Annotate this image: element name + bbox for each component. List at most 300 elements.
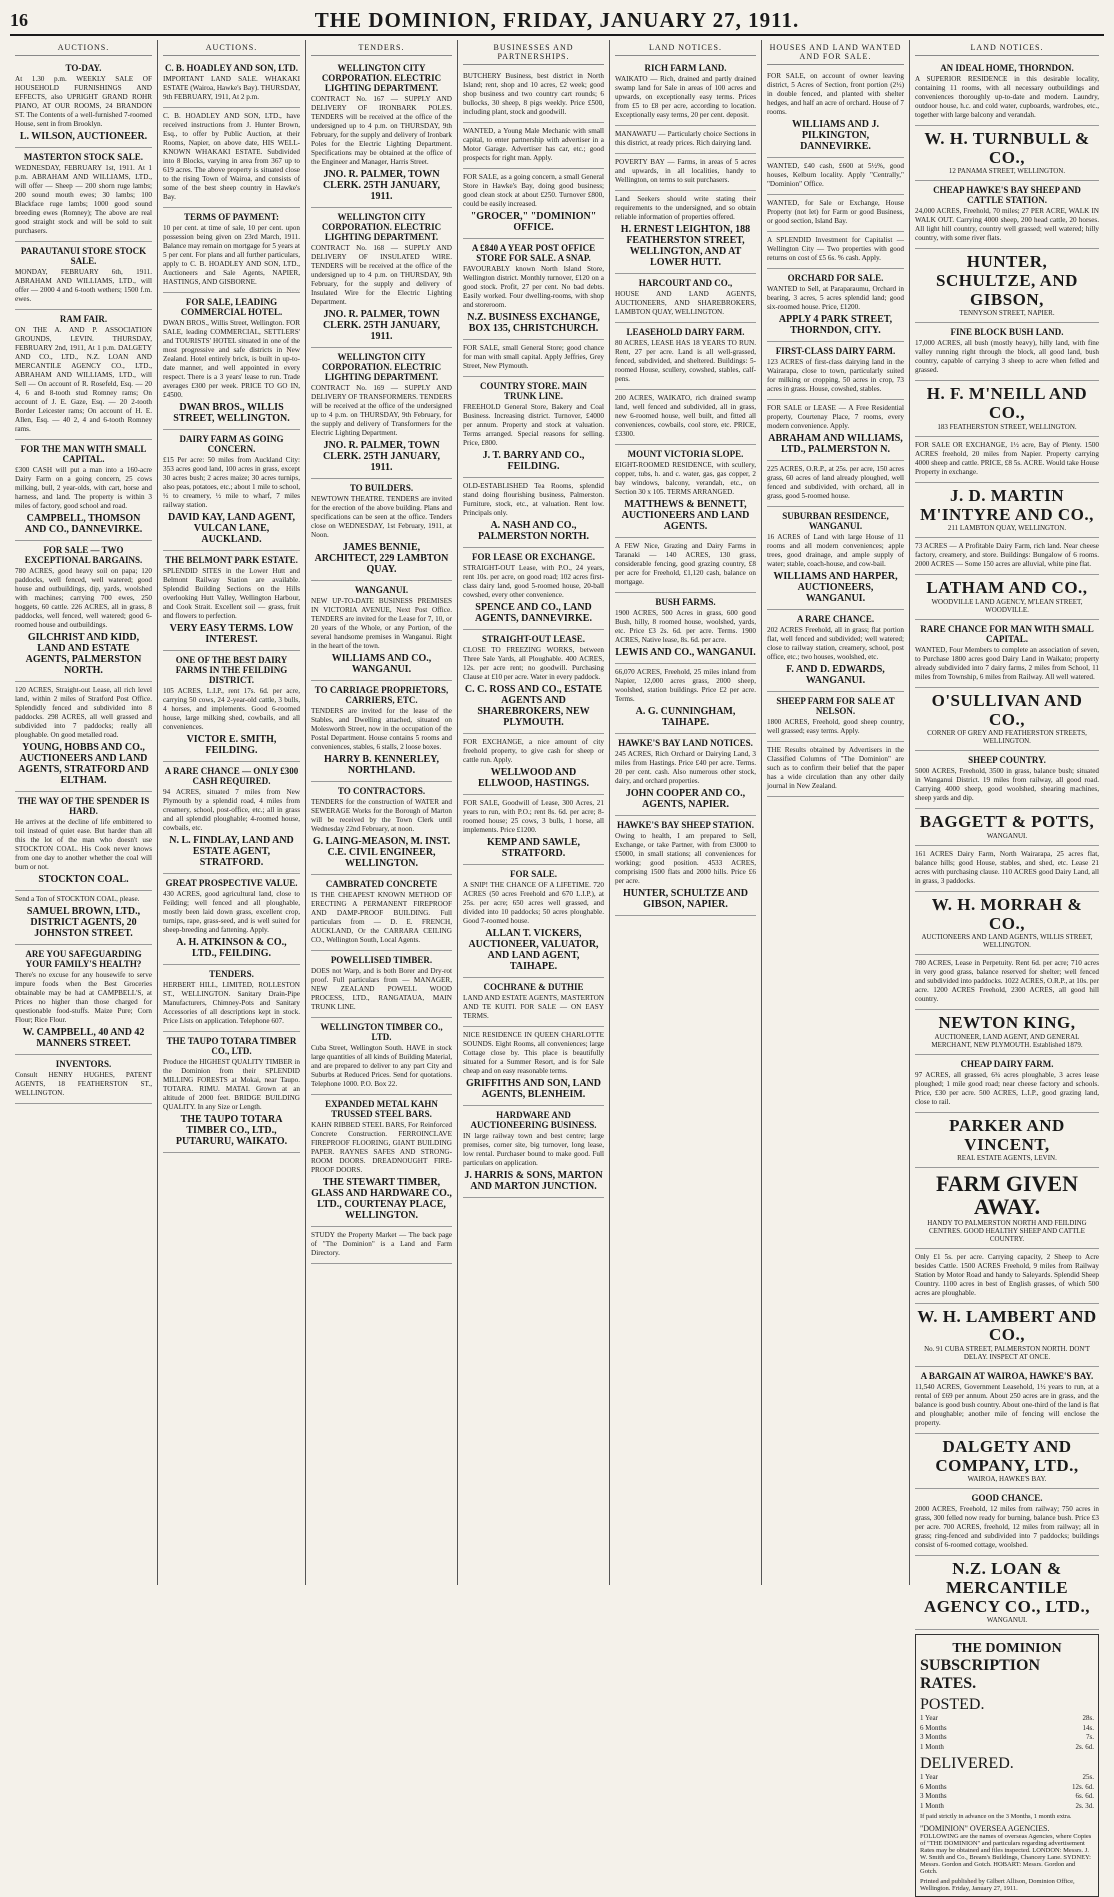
- classified-ad: [311, 875, 452, 951]
- column-heading: LAND NOTICES.: [615, 40, 756, 56]
- ad-body: 202 ACRES Freehold, all in grass; flat portion flat, well fenced and subdivided; well watered; close to railway station, creamery, school, post office, etc.; two houses, woolshed, etc.: [767, 626, 904, 661]
- ad-body: FOR EXCHANGE, a nice amount of city freehold property, to give cash for sheep or cattle run. Apply.: [463, 738, 604, 764]
- firm-name: W. H. MORRAH & CO.,: [931, 894, 1083, 933]
- classified-ad: [915, 1168, 1099, 1248]
- ad-heading: PARAUTANUI STORE STOCK SALE.: [20, 246, 147, 266]
- ad-body: 17,000 ACRES, all bush (mostly heavy), hilly land, with fine valley running right through the block, all good land, bush country, capable of carrying 3 sheep to acre when felled and grassed.: [915, 339, 1099, 375]
- ad-signature: N.Z. BUSINESS EXCHANGE, BOX 135, CHRISTCHURCH.: [467, 312, 600, 334]
- ad-heading: THE WAY OF THE SPENDER IS HARD.: [17, 796, 150, 816]
- ad-heading: ARE YOU SAFEGUARDING YOUR FAMILY'S HEALTH?: [25, 949, 142, 969]
- classified-ad: [615, 664, 756, 734]
- classified-ad: [463, 734, 604, 795]
- classified-ad: [915, 538, 1099, 575]
- rate-price: 7s.: [1086, 1733, 1094, 1742]
- ad-body: £300 CASH will put a man into a 160-acre Dairy Farm on a going concern, 25 cows milking, bull, 2 year-olds, with cart, horse and harness, and land. The property is within 3 miles of factory, good school and road.: [15, 466, 152, 510]
- classified-ad: [311, 782, 452, 875]
- ad-body: 1800 ACRES, Freehold, good sheep country, well grassed; easy terms. Apply.: [767, 718, 904, 735]
- ad-heading: HAWKE'S BAY SHEEP STATION.: [616, 820, 755, 830]
- ad-signature: THE STEWART TIMBER, GLASS AND HARDWARE CO., LTD., COURTENAY PLACE, WELLINGTON.: [311, 1177, 452, 1221]
- classified-ad: [463, 978, 604, 1027]
- classified-ad: [915, 575, 1099, 620]
- classified-ad: [615, 59, 756, 126]
- ad-signature: VICTOR E. SMITH, FEILDING.: [186, 734, 277, 756]
- ad-address: WANGANUI.: [986, 831, 1028, 840]
- ad-signature: DWAN BROS., WILLIS STREET, WELLINGTON.: [173, 402, 290, 424]
- classified-ad: [615, 734, 756, 816]
- ad-body: 225 ACRES, O.R.P., at 25s. per acre, 150 acres grass, 60 acres of land already ploughed, well fenced and subdivided, with orchard, all in grass, good 5-roomed house.: [767, 465, 904, 500]
- ad-heading: WELLINGTON CITY CORPORATION. ELECTRIC LIGHTING DEPARTMENT.: [321, 212, 442, 242]
- classified-ad: [915, 1055, 1099, 1113]
- ad-body: NEWTOWN THEATRE. TENDERS are invited for the erection of the above building. Plans and specifications can be seen at the office. Tenders close on WEDNESDAY, 1st February, 1911, at Noon.: [311, 495, 452, 539]
- ad-signature: "GROCER," "DOMINION" OFFICE.: [470, 211, 597, 233]
- ad-signature: C. C. ROSS AND CO., ESTATE AGENTS AND SHAREBROKERS, NEW PLYMOUTH.: [464, 684, 603, 728]
- ad-body: FOR SALE OR EXCHANGE, 1½ acre, Bay of Plenty. 1500 ACRES freehold, 20 miles from Napier. Property carrying 4000 sheep and cattle. PRICE, £8 5s. ACRE. Would take House Property in exchange.: [915, 440, 1099, 476]
- ad-body: WANTED, Four Members to complete an association of seven, to Purchase 1800 acres good Dairy Land in Waikato; property already subdivided into 7 dairy farms, 2 miles from School, 11 miles from Township, 6 miles from Railway. All well watered.: [915, 645, 1099, 681]
- firm-name: H. F. M'NEILL AND CO.,: [926, 384, 1088, 423]
- firm-name: N.Z. LOAN & MERCANTILE AGENCY CO., LTD.,: [924, 1559, 1090, 1616]
- ad-signature: JNO. R. PALMER, TOWN CLERK. 25TH JANUARY, 1911.: [322, 169, 441, 202]
- ad-heading: ONE OF THE BEST DAIRY FARMS IN THE FEILDING DISTRICT.: [175, 655, 288, 685]
- ad-body: 105 ACRES, L.I.P., rent 17s. 6d. per acre, carrying 50 cows, 24 2-year-old cattle, 3 bulls, 4 horses, and implements. Good 6-roomed house, large milking shed, cowbails, and all conveniences.: [163, 687, 300, 731]
- classified-ad: [915, 688, 1099, 751]
- firm-name: W. H. LAMBERT AND CO.,: [917, 1306, 1097, 1345]
- classified-ad: [163, 551, 300, 651]
- subscription-subtitle: SUBSCRIPTION RATES.: [920, 1657, 1041, 1693]
- ad-heading: RICH FARM LAND.: [644, 63, 727, 73]
- ad-signature: WILLIAMS AND CO., WANGANUI.: [331, 653, 432, 675]
- classified-ad: [163, 59, 300, 108]
- ad-heading: THE BELMONT PARK ESTATE.: [165, 555, 298, 565]
- ad-body: FOR SALE, Goodwill of Lease, 300 Acres, 21 years to run, with P.O.; rent 8s. 6d. per acre; 8-roomed house; 25 cows, 3 bulls, 1 horse, all implements. Price £1200.: [463, 799, 604, 834]
- ad-body: CONTRACT No. 167 — SUPPLY AND DELIVERY OF IRONBARK POLES. TENDERS will be received at the office of the undersigned up to 4 p.m. on THURSDAY, 9th February, for the supply and delivery of Ironbark Poles for the Electric Lighting Department. Specifications may be obtained at the office of the Engineer and Manager, Harris Street.: [311, 95, 452, 166]
- ad-heading: FOR SALE — TWO EXCEPTIONAL BARGAINS.: [24, 545, 143, 565]
- ad-body: HOUSE AND LAND AGENTS, AUCTIONEERS, AND SHAREBROKERS, LAMBTON QUAY, WELLINGTON.: [615, 290, 756, 316]
- ad-signature: VERY EASY TERMS. LOW INTEREST.: [169, 623, 294, 645]
- ad-body: FOR SALE or LEASE — A Free Residential property, Courtenay Place, 7 rooms, every modern convenience. Apply.: [767, 404, 904, 430]
- page-title: THE DOMINION, FRIDAY, JANUARY 27, 1911.: [314, 7, 800, 32]
- classified-ad: [767, 269, 904, 342]
- ad-heading: TO CONTRACTORS.: [337, 786, 426, 796]
- ad-heading: POWELLISED TIMBER.: [330, 955, 433, 965]
- column-1: [10, 40, 158, 1585]
- classified-ad: [15, 242, 152, 310]
- ad-body: A FEW Nice, Grazing and Dairy Farms in Taranaki — 140 ACRES, 130 grass, considerable fencing, good grazing country, £8 per acre for Freehold, £1,120 cash, balance on mortgage.: [615, 542, 756, 586]
- ad-body: FOR SALE, on account of owner leaving district, 5 Acres of Section, front portion (2½) in double fenced, and planted with shelter hedges, and half an acre of orchard. House of 7 rooms.: [767, 72, 904, 116]
- page-number: 16: [10, 9, 28, 30]
- agencies-body: FOLLOWING are the names of overseas Agencies, where Copies of "THE DOMINION" and particulars regarding advertisement Rates may be obtained and files inspected. LONDON: Messrs. J. W. Smith and Co., Bream's Buildings, Chancery Lane. SYDNEY: Messrs. Gordon and Gotch. HOBART: Messrs. Gordon and Gotch.: [920, 1832, 1092, 1875]
- ad-signature: SPENCE AND CO., LAND AGENTS, DANNEVIRKE.: [475, 602, 592, 624]
- ad-body: EIGHT-ROOMED RESIDENCE, with scullery, copper, tubs, h. and c. water, gas, gas copper, 2 bay windows, balcony, verandah, etc., on Section 30 x 105. TERMS ARRANGED.: [615, 461, 756, 496]
- rate-period: 1 Month: [920, 1801, 944, 1810]
- classified-ad: [915, 846, 1099, 892]
- rate-row: [920, 1783, 1094, 1792]
- ad-address: WANGANUI.: [986, 1616, 1028, 1625]
- rate-price: 14s.: [1082, 1723, 1094, 1732]
- ad-heading: TO BUILDERS.: [349, 483, 414, 493]
- ad-signature: WELLWOOD AND ELLWOOD, HASTINGS.: [477, 767, 590, 789]
- ad-heading: WELLINGTON CITY CORPORATION. ELECTRIC LIGHTING DEPARTMENT.: [321, 352, 442, 382]
- ad-heading: MASTERTON STOCK SALE.: [23, 152, 144, 162]
- classified-ad: [915, 1489, 1099, 1556]
- ad-heading: SHEEP COUNTRY.: [968, 755, 1046, 766]
- ad-body: MONDAY, FEBRUARY 6th, 1911. ABRAHAM AND WILLIAMS, LTD., will offer — 2000 4 and 6-tooth wethers; 1500 f.m. ewes.: [15, 268, 152, 303]
- classified-ad: [15, 792, 152, 891]
- ad-body: £15 Per acre: 50 miles from Auckland City: 353 acres good land, 100 acres in grass, except 30 acres bush; 2 acres maize; 30 acres turnips, also peas, potatoes, etc.; about 1 mile to school, ½ to creamery, ½ mile to wharf, 7 miles railway station.: [163, 456, 300, 509]
- classified-ad: [163, 293, 300, 430]
- ad-heading: EXPANDED METAL KAHN TRUSSED STEEL BARS.: [325, 1099, 438, 1119]
- firm-name: W. H. TURNBULL & CO.,: [924, 129, 1090, 167]
- ad-address: 183 FEATHERSTON STREET, WELLINGTON.: [937, 422, 1077, 431]
- firm-name: PARKER AND VINCENT,: [949, 1116, 1065, 1154]
- ad-display-heading: FARM GIVEN AWAY.: [936, 1171, 1078, 1220]
- classified-ad: [915, 1113, 1099, 1168]
- ad-signature: GILCHRIST AND KIDD, LAND AND ESTATE AGENTS, PALMERSTON NORTH.: [25, 632, 142, 676]
- rate-price: 25s.: [1082, 1773, 1094, 1782]
- classified-ad: [615, 816, 756, 916]
- ad-signature: H. ERNEST LEIGHTON, 188 FEATHERSTON STREET, WELLINGTON, AND AT LOWER HUTT.: [620, 224, 751, 268]
- ad-body: At 1.30 p.m. WEEKLY SALE OF HOUSEHOLD FURNISHINGS AND EFFECTS, also UPRIGHT GRAND ROHR PIANO, AT OUR ROOMS, 24 BRANDON ST. The Contents of a well-furnished 7-roomed House, sent in from Brooklyn.: [15, 75, 152, 128]
- ad-heading: THE TAUPO TOTARA TIMBER CO., LTD.: [166, 1036, 297, 1056]
- newspaper-columns: [10, 40, 1104, 1892]
- column-heading: AUCTIONS.: [163, 40, 300, 56]
- classified-ad: [767, 232, 904, 269]
- classified-ad: [915, 1010, 1099, 1055]
- ad-body: Owing to health, I am prepared to Sell, Exchange, or take Partner, with from £3000 to £5000, in small stations; all conveniences for working; good position. 4533 ACRES, comprising 1500 flats and 2000 hills. Price £6 per acre.: [615, 832, 756, 885]
- ad-heading: COCHRANE & DUTHIE: [483, 982, 584, 992]
- ad-body: THE Results obtained by Advertisers in the Classified Columns of "The Dominion" are such as to confirm their belief that the paper has a wide circulation than any other daily journal in New Zealand.: [767, 746, 904, 790]
- ad-heading: SUBURBAN RESIDENCE, WANGANUI.: [782, 511, 889, 531]
- ad-heading: C. B. HOADLEY AND SON, LTD.: [164, 63, 299, 73]
- classified-ad: [463, 865, 604, 978]
- ad-body: IMPORTANT LAND SALE. WHAKAKI ESTATE (Wairoa, Hawke's Bay). THURSDAY, 9th FEBRUARY, 1911, At 2 p.m.: [163, 75, 300, 101]
- classified-ad: [15, 945, 152, 1055]
- ad-body: 780 ACRES, good heavy soil on papa; 120 paddocks, well fenced, well watered; good house and outbuildings, dip, yards, woolshed with machines; carrying 700 ewes, 250 hoggets, 60 cattle. 226 ACRES, all in grass, 8 paddocks, well fenced, well watered; good 6-roomed house and outbuildings.: [15, 567, 152, 629]
- ad-address: CORNER OF GREY AND FEATHERSTON STREETS, WELLINGTON.: [927, 729, 1087, 746]
- classified-ad: [163, 651, 300, 762]
- classified-ad: [15, 1055, 152, 1104]
- agencies-title: "DOMINION" OVERSEA AGENCIES.: [920, 1823, 1050, 1833]
- ad-signature: SAMUEL BROWN, LTD., DISTRICT AGENTS, 20 JOHNSTON STREET.: [26, 906, 141, 939]
- ad-body: WANTED to Sell, at Paraparaumu, Orchard in bearing, 3 acres, 5 acres splendid land; good six-roomed house. Price, £1200.: [767, 285, 904, 311]
- ad-signature: JNO. R. PALMER, TOWN CLERK. 25TH JANUARY, 1911.: [322, 309, 441, 342]
- ad-signature: GRIFFITHS AND SON, LAND AGENTS, BLENHEIM.: [465, 1078, 602, 1100]
- ad-signature: A. G. CUNNINGHAM, TAIHAPE.: [635, 706, 736, 728]
- classified-ad: [15, 891, 152, 945]
- ad-body: HERBERT HILL, LIMITED, ROLLESTON ST., WELLINGTON. Sanitary Drain-Pipe Manufacturers, Chimney-Pots and Sanitary Accessories of all descriptions kept in stock. Price Lists on application. Telephone 607.: [163, 981, 300, 1025]
- classified-ad: [311, 479, 452, 581]
- classified-ad: [463, 1027, 604, 1106]
- ad-signature: THE TAUPO TOTARA TIMBER CO., LTD., PUTARURU, WAIKATO.: [175, 1114, 288, 1147]
- ad-body: Land Seekers should write stating their requirements to the undersigned, and so obtain reliable information of properties offered.: [615, 195, 756, 221]
- ad-body: CONTRACT No. 169 — SUPPLY AND DELIVERY OF TRANSFORMERS. TENDERS will be received at the office of the undersigned up to 4 p.m. on THURSDAY, 9th February, for the supply and delivery of Transformers for the Electric Lighting Department.: [311, 384, 452, 437]
- classified-ad: [767, 610, 904, 692]
- classified-ad: [915, 1249, 1099, 1304]
- classified-ad: [767, 742, 904, 797]
- classified-ad: [615, 390, 756, 445]
- classified-ad: [615, 154, 756, 191]
- classified-ad: [163, 430, 300, 551]
- ad-body: ON THE A. AND P. ASSOCIATION GROUNDS, LEVIN. THURSDAY, FEBRUARY 2nd, 1911, At 1 p.m. DALGETY AND CO., LTD., N.Z. LOAN AND MERCANTILE AGENCY CO., LTD., ABRAHAM AND WILLIAMS, LTD., will Sell — On account of R. Rosefeld, Esq. — 20 4, 6 and 8-tooth stud Romney rams; On account of J. E. Gaze, Esq. — 20 2-tooth Border Leicester rams; On account of H. E. Allen, Esq. — 40 2, 4 and 6-tooth Romney rams.: [15, 326, 152, 433]
- classified-ad: [915, 483, 1099, 538]
- ad-body: OLD-ESTABLISHED Tea Rooms, splendid stand doing flourishing business, Palmerston. Furniture, stock, etc., at valuation. Rent low. Principals only.: [463, 482, 604, 517]
- posted-label: POSTED.: [920, 1696, 985, 1714]
- ad-body: 66,070 ACRES, Freehold, 25 miles inland from Napier, 12,000 acres grass, 2000 sheep, woolshed, station buildings. Price £2 per acre. Terms.: [615, 668, 756, 703]
- ad-heading: SHEEP FARM FOR SALE AT NELSON.: [776, 696, 895, 716]
- ad-address: TENNYSON STREET, NAPIER.: [959, 309, 1055, 318]
- ad-body: KAHN RIBBED STEEL BARS, For Reinforced Concrete Construction. FERROINCLAVE FIREPROOF FLOORING, GIANT BUILDING PAPER. RAYNES SAFES AND STRONG-ROOM DOORS. DREADNOUGHT FIRE-PROOF DOORS.: [311, 1121, 452, 1174]
- ad-body: 123 ACRES of first-class dairying land in the Wairarapa, close to town, particularly suited for milking or cropping, 50 acres in crop, 73 acres in grass. House, cowshed, stables.: [767, 358, 904, 393]
- rate-period: 1 Year: [920, 1714, 938, 1723]
- delivered-label: DELIVERED.: [920, 1755, 1014, 1773]
- classified-ad: [311, 208, 452, 348]
- classified-ad: [463, 548, 604, 630]
- classified-ad: [463, 239, 604, 340]
- ad-signature: ALLAN T. VICKERS, AUCTIONEER, VALUATOR, AND LAND AGENT, TAIHAPE.: [468, 928, 599, 972]
- ad-signature: G. LAING-MEASON, M. INST. C.E. CIVIL ENGINEER, WELLINGTON.: [312, 836, 451, 869]
- ad-body: 200 ACRES, WAIKATO, rich drained swamp land, well fenced and subdivided, all in grass, new 6-roomed house, well built, and fitted all conveniences, cowbails, cool store, etc. PRICE, £3300.: [615, 394, 756, 438]
- column-5: [610, 40, 762, 1585]
- subscription-title: THE DOMINION: [952, 1641, 1062, 1657]
- ad-heading: TENDERS.: [209, 969, 254, 979]
- rate-row: [920, 1792, 1094, 1801]
- ad-body: Send a Ton of STOCKTON COAL, please.: [15, 895, 140, 903]
- posted-rates: [920, 1714, 1094, 1752]
- ad-signature: JAMES BENNIE, ARCHITECT, 229 LAMBTON QUAY.: [314, 542, 449, 575]
- ad-body: 430 ACRES, good agricultural land, close to Feilding; well fenced and all ploughable, mostly been laid down grass, excellent crop, turnips, rape, grass-seed, and is well suited for sheep-breeding and fattening. Apply.: [163, 890, 300, 934]
- classified-ad: [615, 274, 756, 323]
- firm-name: O'SULLIVAN AND CO.,: [931, 690, 1083, 729]
- ad-body: DOES not Warp, and is both Borer and Dry-rot proof. Full particulars from — MANAGER, NEW ZEALAND POWELL WOOD PROCESS, LTD., RANGATAUA, MAIN TRUNK LINE.: [311, 967, 452, 1011]
- ad-body: Cuba Street, Wellington South. HAVE in stock large quantities of all kinds of Building Material, and are prepared to deliver to any part City and Suburbs at Reduced Prices. Send for quotations. Telephone 1000. P.O. Box 22.: [311, 1044, 452, 1088]
- ad-body: 245 ACRES, Rich Orchard or Dairying Land, 3 miles from Hastings. Price £40 per acre. Terms. 20 per cent. cash. Also numerous other stock, dairy, and orchard properties.: [615, 750, 756, 785]
- classified-ad: [767, 342, 904, 400]
- ad-body: FREEHOLD General Store, Bakery and Coal Business. Increasing district. Turnover, £4000 per annum. Property and stock at valuation. Terms arranged. Special reasons for selling. Price, £800.: [463, 403, 604, 447]
- classified-ad: [767, 158, 904, 195]
- rate-row: [920, 1743, 1094, 1752]
- classified-ad: [463, 478, 604, 548]
- classified-ad: [767, 461, 904, 507]
- firm-name: NEWTON KING,: [938, 1013, 1076, 1033]
- column-heading: LAND NOTICES.: [915, 40, 1099, 56]
- classified-ad: [615, 445, 756, 538]
- ad-heading: GOOD CHANCE.: [971, 1493, 1043, 1504]
- ad-heading: GREAT PROSPECTIVE VALUE.: [165, 878, 298, 888]
- rate-row: [920, 1724, 1094, 1733]
- classified-ad: [311, 681, 452, 782]
- ad-heading: A £840 A YEAR POST OFFICE STORE FOR SALE. A SNAP.: [471, 243, 596, 263]
- ad-body: There's no excuse for any housewife to serve impure foods when the Best Groceries obtainable may be had at CAMPBELL'S, at Prices no higher than those charged for questionable food-stuffs. Maize Pure; Corn Flour; Rice Flour.: [15, 971, 152, 1024]
- classified-ad: [15, 59, 152, 148]
- ad-signature: WILLIAMS AND J. PILKINGTON, DANNEVIRKE.: [792, 119, 879, 152]
- ad-signature: DAVID KAY, LAND AGENT, VULCAN LANE, AUCKLAND.: [168, 512, 295, 545]
- ad-body: C. B. HOADLEY AND SON, LTD., have received instructions from J. Hunter Brown, Esq., to offer by Public Auction, at their Rooms, Napier, on above date, HIS WELL-KNOWN WHAKAKI ESTATE. Subdivided into 8 Blocks, varying in area from 367 up to 619 acres. The above property is situated close to the rising Town of Wairoa, and consists of some of the best sheep country in Hawke's Bay.: [163, 112, 300, 201]
- ad-signature: J. HARRIS & SONS, MARTON AND MARTON JUNCTION.: [464, 1170, 603, 1192]
- ad-heading: CHEAP HAWKE'S BAY SHEEP AND CATTLE STATION.: [933, 185, 1081, 206]
- classified-ad: [767, 195, 904, 232]
- classified-ad: [463, 68, 604, 123]
- subscription-note: If paid strictly in advance on the 3 Months, 1 month extra.: [920, 1812, 1072, 1820]
- classified-ad: [163, 874, 300, 965]
- ad-body: 11,540 ACRES, Government Leasehold, 1½ years to run, at a rental of £69 per annum. About 250 acres are in grass, and the balance is good bush country. About one-third of the land is flat and ploughable; another mile of fencing will enclose the property.: [915, 1382, 1099, 1427]
- ad-heading: A RARE CHANCE — ONLY £300 CASH REQUIRED.: [164, 766, 299, 786]
- ad-signature: A. H. ATKINSON & CO., LTD., FEILDING.: [176, 937, 287, 959]
- ad-body: 73 ACRES — A Profitable Dairy Farm, rich land. Near cheese factory, creamery, and store. Buildings: Bungalow of 6 rooms. 2000 ACRES — Some 150 acres are alluvial, white pine flat.: [915, 542, 1099, 569]
- delivered-rates: [920, 1773, 1094, 1811]
- classified-ad: [311, 951, 452, 1018]
- classified-ad: [311, 1095, 452, 1227]
- classified-ad: [311, 1018, 452, 1095]
- ad-address: No. 91 CUBA STREET, PALMERSTON NORTH. DON'T DELAY. INSPECT AT ONCE.: [924, 1344, 1090, 1361]
- column-heading: TENDERS.: [311, 40, 452, 56]
- ad-heading: FINE BLOCK BUSH LAND.: [950, 327, 1064, 338]
- ad-heading: HARCOURT AND CO.,: [638, 278, 733, 288]
- ad-body: SPLENDID SITES in the Lower Hutt and Belmont Railway Station are available. Splendid Building Sections on the Hills overlooking Hutt Valley, Wellington Harbour, and Cook Strait. Excellent soil — grass, fruit and flowers to perfection.: [163, 567, 300, 620]
- classified-ad: [915, 809, 1099, 846]
- classified-ad: [311, 1227, 452, 1264]
- column-4: [458, 40, 610, 1585]
- classified-ad: [915, 181, 1099, 249]
- masthead: [10, 6, 1104, 36]
- rate-price: 6s. 6d.: [1075, 1792, 1094, 1801]
- firm-name: HUNTER, SCHULTZE, AND GIBSON,: [936, 252, 1078, 309]
- column-heading: BUSINESSES AND PARTNERSHIPS.: [463, 40, 604, 65]
- ad-body: POVERTY BAY — Farms, in areas of 5 acres and upwards, in all localities, handy to Wellington, on terms to suit purchasers.: [615, 158, 756, 184]
- classified-ad: [463, 1106, 604, 1198]
- ad-signature: F. AND D. EDWARDS, WANGANUI.: [786, 664, 885, 686]
- ad-body: DWAN BROS., Willis Street, Wellington. FOR SALE, leading COMMERCIAL, SETTLERS' and TOURISTS' HOTEL situated in one of the most progressive and safe districts in New Zealand. Hotel entirely brick, is built in up-to-date manner, and well appointed in every respect. There is a 3 years' lease to run. Trade averages £300 per week. PRICE TO GO IN, £4500.: [163, 319, 300, 399]
- classified-ad: [15, 541, 152, 682]
- classified-ad: [615, 126, 756, 154]
- classified-ad: [915, 620, 1099, 688]
- column-3: [306, 40, 458, 1585]
- ad-heading: TERMS OF PAYMENT:: [183, 212, 279, 222]
- ad-body: FOR SALE, as a going concern, a small General Store in Hawke's Bay, doing good business; good clean stock at about £250. Turnover £800, could be easily increased.: [463, 173, 604, 208]
- ad-signature: STOCKTON COAL.: [38, 874, 129, 885]
- classified-ad: [915, 126, 1099, 181]
- firm-name: BAGGETT & POTTS,: [919, 812, 1095, 832]
- classified-ad: [915, 751, 1099, 809]
- classified-ad: [463, 377, 604, 478]
- ad-address: 211 LAMBTON QUAY, WELLINGTON.: [947, 524, 1067, 533]
- ad-body: Produce the HIGHEST QUALITY TIMBER in the Dominion from their SPLENDID MILLING FORESTS at Mokai, near Taupo. TOTARA. RIMU. MATAI. Grown at an altitude of 2000 feet. BRIDGE BUILDING QUALITY. In any Size or Length.: [163, 1058, 300, 1111]
- classified-ad: [311, 348, 452, 479]
- ad-address: 12 PANAMA STREET, WELLINGTON.: [948, 167, 1066, 176]
- classified-ad: [463, 630, 604, 734]
- ad-body: TENDERS for the construction of WATER and SEWERAGE Works for the Borough of Marton will be received by the Town Clerk until Wednesday 22nd February, at noon.: [311, 798, 452, 833]
- classified-ad: [163, 108, 300, 208]
- column-2: [158, 40, 306, 1585]
- classified-ad: [463, 169, 604, 239]
- firm-name: DALGETY AND COMPANY, LTD.,: [935, 1436, 1079, 1475]
- classified-ad: [15, 440, 152, 541]
- ad-signature: JNO. R. PALMER, TOWN CLERK. 25TH JANUARY, 1911.: [322, 440, 441, 473]
- ad-body: Consult HENRY HUGHES, PATENT AGENTS, 18 FEATHERSTON ST., WELLINGTON.: [15, 1071, 152, 1097]
- classified-ad: [163, 1032, 300, 1153]
- classified-ad: [311, 59, 452, 208]
- ad-heading: FOR THE MAN WITH SMALL CAPITAL.: [20, 444, 147, 464]
- classified-ad: [915, 381, 1099, 436]
- classified-ad: [15, 148, 152, 242]
- ad-body: He arrives at the decline of life embittered to toil instead of quiet ease. But harder than all this the lot of the man who doesn't use STOCKTON COAL. His Cook never knows from one day to another whether the coal will burn or not.: [15, 818, 152, 871]
- column-heading: HOUSES AND LAND WANTED AND FOR SALE.: [767, 40, 904, 65]
- classified-ad: [767, 507, 904, 610]
- ad-body: IS THE CHEAPEST KNOWN METHOD OF ERECTING A PERMANENT FIREPROOF AND DAMP-PROOF BUILDING. Full particulars from — D. E. FRENCH, AUCKLAND, Or the CARRARA CEILING CO., Wellington South, Local Agents.: [311, 891, 452, 944]
- classified-ad: [311, 581, 452, 681]
- ad-heading: DAIRY FARM AS GOING CONCERN.: [179, 434, 284, 454]
- ad-signature: LEWIS AND CO., WANGANUI.: [615, 647, 756, 658]
- ad-signature: L. WILSON, AUCTIONEER.: [19, 131, 148, 142]
- classified-ad: [615, 191, 756, 274]
- ad-body: WAIKATO — Rich, drained and partly drained swamp land for Sale in areas of 100 acres and upwards, on exceptionally easy terms. Prices from £5 to £8 per acre, according to location. Exceptionally easy terms, 20 per cent. deposit.: [615, 75, 756, 119]
- ad-body: WANTED, for Sale or Exchange, House Property (not let) for Farm or good Business, or good section, Island Bay.: [767, 199, 904, 225]
- ad-signature: MATTHEWS & BENNETT, AUCTIONEERS AND LAND AGENTS.: [621, 499, 750, 532]
- ad-signature: KEMP AND SAWLE, STRATFORD.: [486, 837, 581, 859]
- ad-body: Only £1 5s. per acre. Carrying capacity, 2 Sheep to Acre besides Cattle. 1500 ACRES Freehold, 9 miles from Railway Station by Motor Road and handy to Saleyards. Splendid Sheep Country. 1100 acres in best of English grasses, of which 500 acres are ploughable.: [915, 1252, 1099, 1297]
- ad-body: STUDY the Property Market — The back page of "The Dominion" is a Land and Farm Directory.: [311, 1231, 452, 1257]
- ad-body: 97 ACRES, all grassed, 6¾ acres ploughable, 3 acres lease ploughed; 1 mile good road; near cheese factory and schools. Price, £30 per acre. 500 ACRES, L.I.P., good grazing land, close to rail.: [915, 1071, 1099, 1106]
- classified-ad: [915, 1434, 1099, 1489]
- ad-body: FOR SALE, small General Store; good chance for man with small capital. Apply Jeffries, Grey Street, New Plymouth.: [463, 344, 604, 370]
- ad-address: AUCTIONEER, LAND AGENT, AND GENERAL MERCHANT, NEW PLYMOUTH. Established 1879.: [931, 1033, 1083, 1049]
- ad-address: WOODVILLE LAND AGENCY, M'LEAN STREET, WOODVILLE.: [931, 597, 1083, 614]
- firm-name: LATHAM AND CO.,: [926, 578, 1088, 598]
- classified-ad: [767, 692, 904, 742]
- ad-address: HANDY TO PALMERSTON NORTH AND FEILDING CENTRES. GOOD HEALTHY SHEEP AND CATTLE COUNTRY.: [927, 1218, 1087, 1243]
- rate-row: [920, 1733, 1094, 1742]
- ad-body: WANTED, a Young Male Mechanic with small capital, to enter partnership with advertiser in a Motor Garage. Advertiser has car, etc.; good prospects for right man. Apply.: [463, 127, 604, 162]
- ad-heading: BUSH FARMS.: [655, 597, 716, 607]
- ad-signature: J. T. BARRY AND CO., FEILDING.: [482, 450, 585, 472]
- firm-name: J. D. MARTIN M'INTYRE AND CO.,: [920, 485, 1094, 524]
- ad-body: 5000 ACRES, Freehold, 3500 in grass, balance bush; situated in Wanganui District. 19 miles from railway, all good road. Carrying 4000 sheep, good woolshed, shearing machines, sheep yards and dip.: [915, 767, 1099, 803]
- ad-heading: COUNTRY STORE. MAIN TRUNK LINE.: [480, 381, 587, 401]
- ad-heading: STRAIGHT-OUT LEASE.: [481, 634, 586, 644]
- ad-body: NICE RESIDENCE IN QUEEN CHARLOTTE SOUNDS. Eight Rooms, all conveniences; large Cottage close by. This place is beautifully situated for a Summer Resort, and is for Sale cheap and on easy reasonable terms.: [463, 1031, 604, 1075]
- column-6: [762, 40, 910, 1585]
- classified-ad: [463, 340, 604, 377]
- ad-address: WAIROA, HAWKE'S BAY.: [967, 1475, 1047, 1484]
- classified-ad: [915, 437, 1099, 483]
- ad-heading: TO-DAY.: [65, 63, 102, 73]
- classified-ad: [767, 400, 904, 461]
- ad-body: 80 ACRES, LEASE HAS 18 YEARS TO RUN. Rent, 27 per acre. Land is all well-grassed, fenced, subdivided, and sheltered. Buildings: 5-roomed House, scullery, cowshed, stables, calf-pens.: [615, 339, 756, 383]
- rate-price: 2s. 6d.: [1075, 1742, 1094, 1751]
- classified-ad: [615, 538, 756, 593]
- ad-heading: MOUNT VICTORIA SLOPE.: [627, 449, 744, 459]
- ad-signature: CAMPBELL, THOMSON AND CO., DANNEVIRKE.: [24, 513, 143, 535]
- ad-signature: APPLY 4 PARK STREET, THORNDON, CITY.: [778, 314, 893, 336]
- ad-body: IN large railway town and best centre; large premises, corner site, big turnover, long lease, low rental. Purchaser bound to make good. Full particulars on application.: [463, 1132, 604, 1167]
- ad-signature: ABRAHAM AND WILLIAMS, LTD., PALMERSTON N.: [768, 433, 903, 455]
- classified-ad: [915, 59, 1099, 126]
- classified-ad: [915, 955, 1099, 1010]
- rate-period: 1 Year: [920, 1773, 938, 1782]
- ad-address: REAL ESTATE AGENTS, LEVIN.: [957, 1154, 1057, 1163]
- ad-signature: HARRY B. KENNERLEY, NORTHLAND.: [323, 754, 440, 776]
- ad-heading: A RARE CHANCE.: [796, 614, 875, 624]
- ad-signature: W. CAMPBELL, 40 AND 42 MANNERS STREET.: [22, 1027, 145, 1049]
- ad-signature: HUNTER, SCHULTZE AND GIBSON, NAPIER.: [623, 888, 748, 910]
- ad-signature: JOHN COOPER AND CO., AGENTS, NAPIER.: [625, 788, 746, 810]
- classified-ad: [915, 1304, 1099, 1367]
- ad-body: 2000 ACRES, Freehold, 12 miles from railway; 750 acres in grass, 300 felled now ready for burning, balance bush. Price £3 per acre. 700 ACRES, freehold, 12 miles from railway; all in grass; ring-fenced and subdivided into 7 paddocks; buildings consist of 6-roomed cottage, woolshed.: [915, 1505, 1099, 1550]
- ad-signature: A. NASH AND CO., PALMERSTON NORTH.: [478, 520, 589, 542]
- ad-heading: FOR SALE, LEADING COMMERCIAL HOTEL.: [180, 297, 283, 317]
- ad-body: STRAIGHT-OUT Lease, with P.O., 24 years, rent 10s. per acre, on good road; 102 acres first-class dairy land, good 5-roomed house, 20-ball cowshed, every other convenience.: [463, 564, 604, 599]
- rate-period: 6 Months: [920, 1723, 947, 1732]
- ad-body: A SPLENDID Investment for Capitalist — Wellington City — Two properties with good returns on cost of £5 6s. % cash. Apply.: [767, 236, 904, 262]
- ad-heading: RARE CHANCE FOR MAN WITH SMALL CAPITAL.: [920, 623, 1094, 644]
